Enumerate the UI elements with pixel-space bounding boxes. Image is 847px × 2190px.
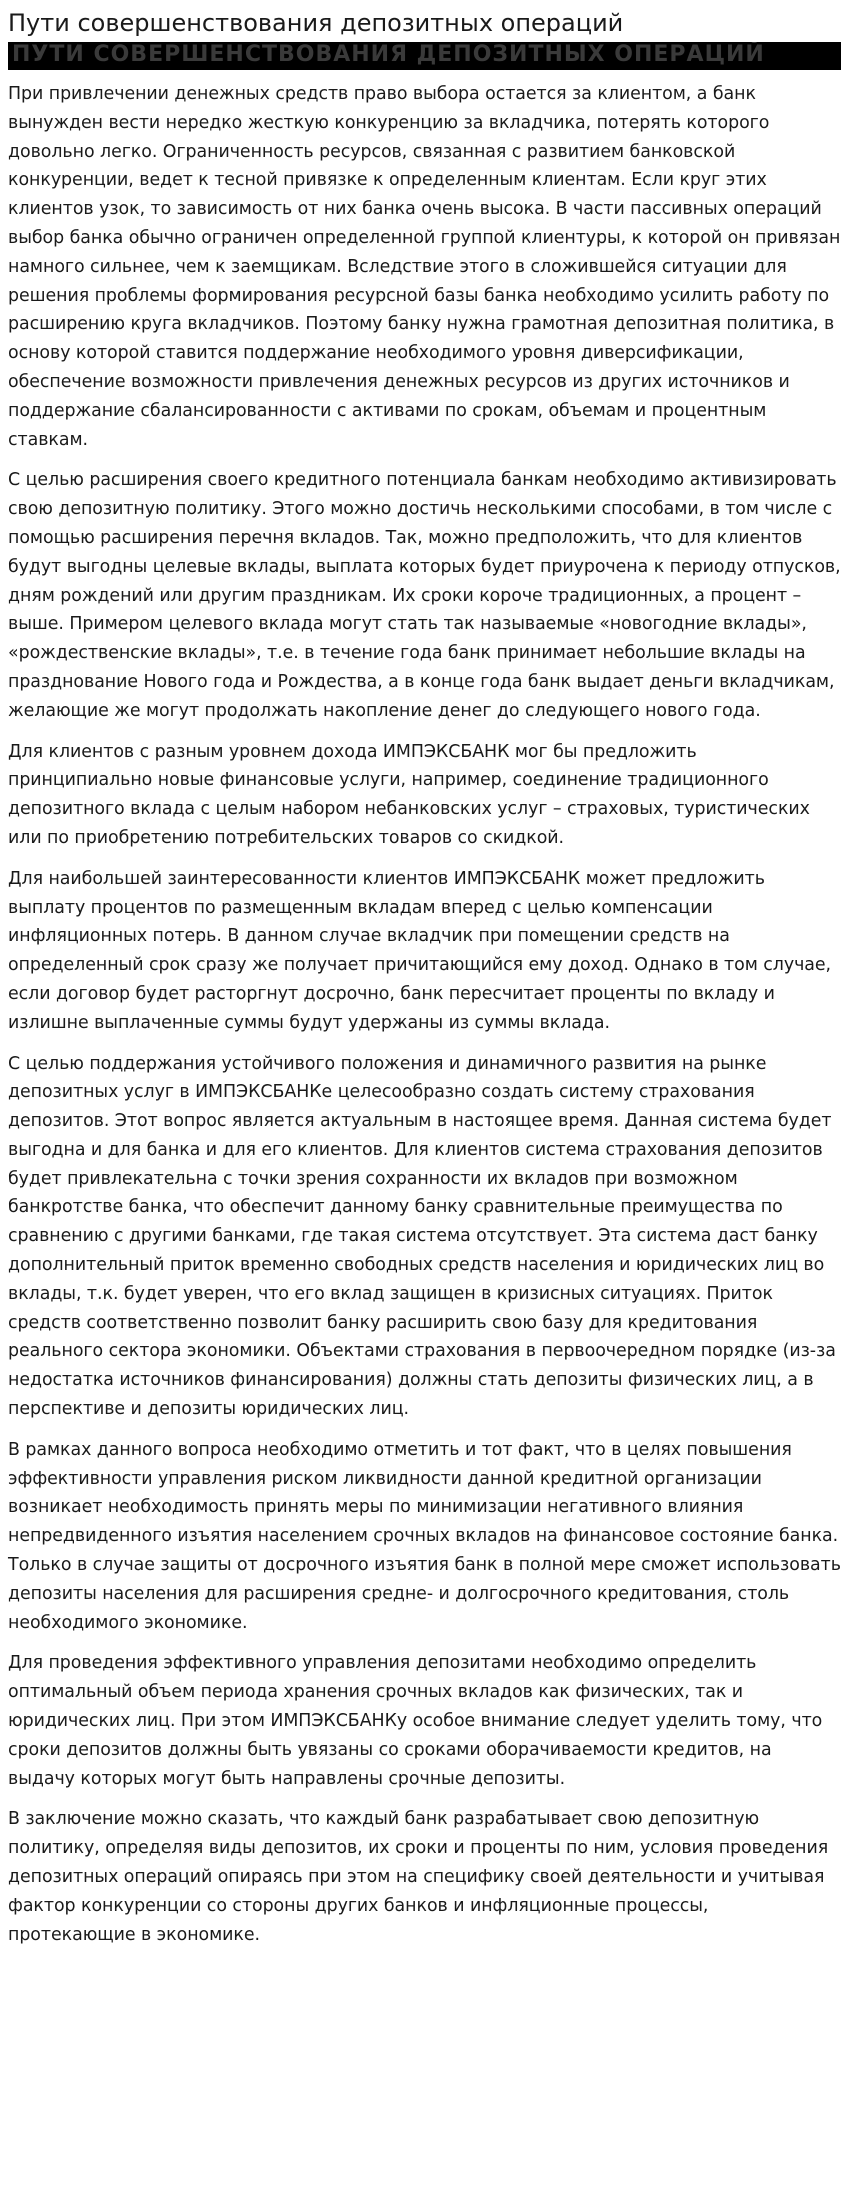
title-banner: ПУТИ СОВЕРШЕНСТВОВАНИЯ ДЕПОЗИТНЫХ ОПЕРАЦИЙ xyxy=(8,42,841,70)
paragraph-8: В заключение можно сказать, что каждый банк разрабатывает свою депозитную политику, определяя виды депозитов, их сроки и проценты по ним, условия проведения депозитных операций опираясь при этом на специфику своей деятельности и учитывая фактор конкуренции со стороны других банков и инфляционные процессы, протекающие в экономике. xyxy=(8,1809,829,1945)
paragraph-4: Для наибольшей заинтересованности клиентов ИМПЭКСБАНК может предложить выплату процентов по размещенным вкладам вперед с целью компенсации инфляционных потерь. В данном случае вкладчик при помещении средств на определенный срок сразу же получает причитающийся ему доход. Однако в том случае, если договор будет расторгнут досрочно, банк пересчитает проценты по вкладу и излишне выплаченные суммы будут удержаны из суммы вклада. xyxy=(8,868,832,1033)
paragraph-3: Для клиентов с разным уровнем дохода ИМПЭКСБАНК мог бы предложить принципиально новые финансовые услуги, например, соединение традиционного депозитного вклада с целым набором небанковских услуг – страховых, туристических или по приобретению потребительских товаров со скидкой. xyxy=(8,741,810,848)
paragraph-2: С целью расширения своего кредитного потенциала банкам необходимо активизировать свою депозитную политику. Этого можно достичь несколькими способами, в том числе с помощью расширения перечня вкладов. Так, можно предположить, что для клиентов будут выгодны целевые вклады, выплата которых будет приурочена к периоду отпусков, дням рождений или другим праздникам. Их сроки короче традиционных, а процент – выше. Примером целевого вклада могут стать так называемые «новогодние вклады», «рождественские вклады», т.е. в течение года банк принимает небольшие вклады на празднование Нового года и Рождества, а в конце года банк выдает деньги вкладчикам, желающие же могут продолжать накопление денег до следующего нового года. xyxy=(8,470,841,721)
page-title: Пути совершенствования депозитных операций xyxy=(8,9,624,37)
paragraph-1: При привлечении денежных средств право выбора остается за клиентом, а банк вынужден вести нередко жесткую конкуренцию за вкладчика, потерять которого довольно легко. Ограниченность ресурсов, связанная с развитием банковской конкуренции, ведет к тесной привязке к определенным клиентам. Если круг этих клиентов узок, то зависимость от них банка очень высока. В части пассивных операций выбор банка обычно ограничен определенной группой клиентуры, к которой он привязан намного сильнее, чем к заемщикам. Вследствие этого в сложившейся ситуации для решения проблемы формирования ресурсной базы банка необходимо усилить работу по расширению круга вкладчиков. Поэтому банку нужна грамотная депозитная политика, в основу которой ставится поддержание необходимого уровня диверсификации, обеспечение возможности привлечения денежных ресурсов из других источников и поддержание сбалансированности с активами по срокам, объемам и процентным ставкам. xyxy=(8,84,841,450)
paragraph-6: В рамках данного вопроса необходимо отметить и тот факт, что в целях повышения эффективности управления риском ликвидности данной кредитной организации возникает необходимость принять меры по минимизации негативного влияния непредвиденного изъятия населением срочных вкладов на финансовое состояние банка. Только в случае защиты от досрочного изъятия банк в полной мере сможет использовать депозиты населения для расширения средне- и долгосрочного кредитования, столь необходимого экономике. xyxy=(8,1439,841,1633)
paragraph-7: Для проведения эффективного управления депозитами необходимо определить оптимальный объем периода хранения срочных вкладов как физических, так и юридических лиц. При этом ИМПЭКСБАНКу особое внимание следует уделить тому, что сроки депозитов должны быть увязаны со сроками оборачиваемости кредитов, на выдачу которых могут быть направлены срочные депозиты. xyxy=(8,1653,823,1789)
paragraph-5: С целью поддержания устойчивого положения и динамичного развития на рынке депозитных услуг в ИМПЭКСБАНКе целесообразно создать систему страхования депозитов. Этот вопрос является актуальным в настоящее время. Данная система будет выгодна и для банка и для его клиентов. Для клиентов система страхования депозитов будет привлекательна с точки зрения сохранности их вкладов при возможном банкротстве банка, что обеспечит данному банку сравнительные преимущества по сравнению с другими банками, где такая система отсутствует. Эта система даст банку дополнительный приток временно свободных средств населения и юридических лиц во вклады, т.к. будет уверен, что его вклад защищен в кризисных ситуациях. Приток средств соответственно позволит банку расширить свою базу для кредитования реального сектора экономики. Объектами страхования в первоочередном порядке (из-за недостатка источников финансирования) должны стать депозиты физических лиц, а в перспективе и депозиты юридических лиц. xyxy=(8,1053,836,1420)
